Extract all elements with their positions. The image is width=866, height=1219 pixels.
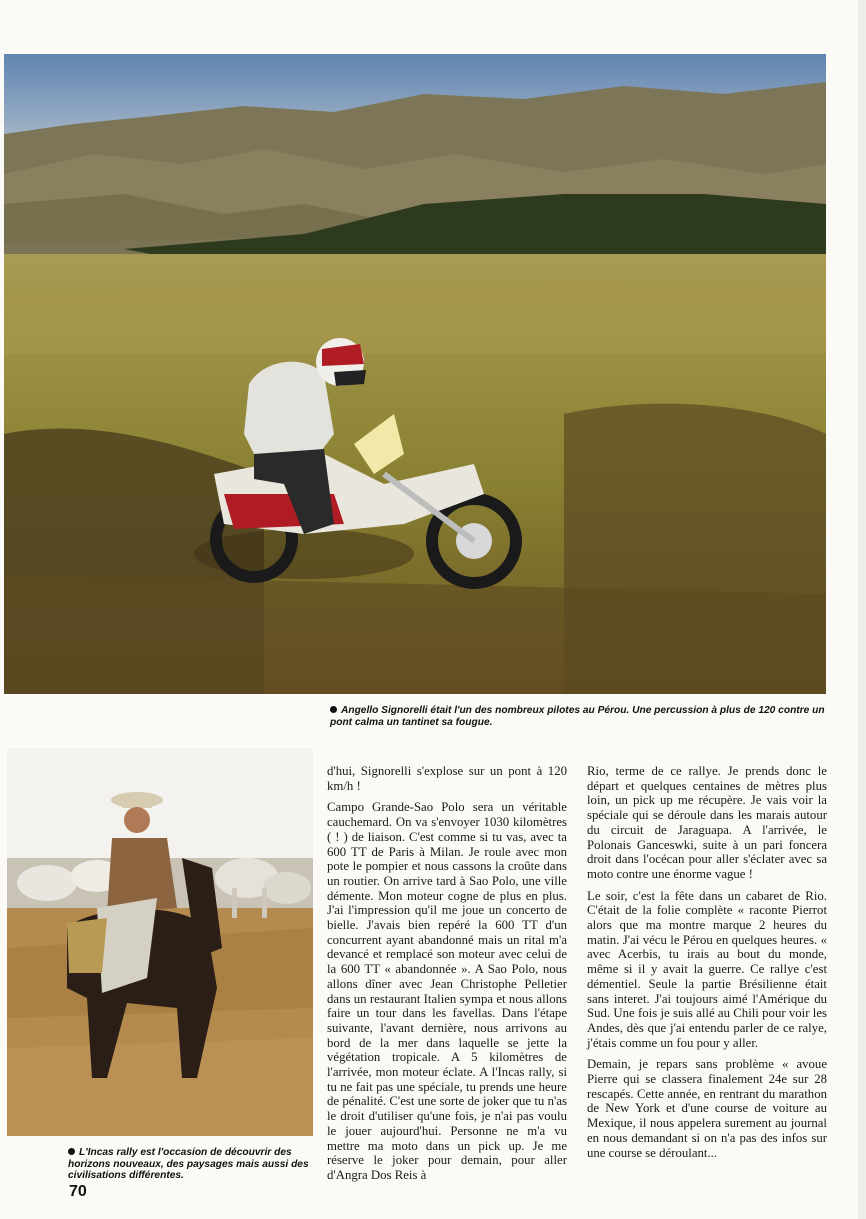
bullet-icon: [68, 1148, 75, 1155]
article-paragraph: Le soir, c'est la fête dans un cabaret de Rio. C'était de la folie complète « raconte Pierrot alors que ma montre marque 2 heures du matin. J'ai vécu le Pérou en quelques heures. « avec Acerbis, tu irais au bout du monde, même si il y avait la guerre. Ce rallye c'est démentiel. Seule la partie Brésilienne était sans interet. J'ai toujours aimé l'Amérique du Sud. Une fois je suis allé au Chili pour voir les Andes, dès que j'ai entendu parler de ce ralye, j'étais comme un fou pour y aller.: [587, 888, 827, 1050]
article-paragraph: Demain, je repars sans problème « avoue Pierre qui se classera finalement 24e sur 28 rescapés. Cette année, en rentrant du marathon de New York et d'une course de voiture au Mexique, il nous appelera surement au journal en nous demandant si on n'a pas des infos sur une course se déroulant...: [587, 1057, 827, 1160]
article-column-1: [327, 764, 567, 1190]
article-paragraph: Campo Grande-Sao Polo sera un véritable cauchemard. On va s'envoyer 1030 kilomètres ( ! ) de liaison. C'est comme si tu vas, avec ta 600 TT de Paris à Milan. Je roule avec mon pote le pompier et nous cassons la croûte dans un routier. On arrive tard à Sao Polo, une ville démente. Mon moteur cogne de plus en plus. J'ai l'impression qu'il me joue un concerto de bielle. J'avais bien repéré la 600 TT d'un concurrent ayant abandonné mais un rital m'a devancé et remplacé son moteur avec celui de la 600 TT « abandonnée ». A Sao Polo, nous allons dîner avec Jean Christophe Pelletier dans un restaurant Italien sympa et nous allons faire un tour dans les favellas. Dans l'étape suivante, l'avant dernière, nous arrivons au bord de la mer dans laquelle se jette la végétation tropicale. A 5 kilomètres de l'arrivée, mon moteur éclate. A l'Incas rally, si tu ne fait pas une spéciale, tu prends une heure de pénalité. C'est une sorte de joker que tu n'as le droit d'utiliser qu'une fois, je n'ai pas voulu le jouer aujourd'hui. Personne ne m'a vu mettre ma moto dans un pick up. Je me réserve le joker pour demain, pour aller d'Angra Dos Reis à: [327, 800, 567, 1182]
cowboy-on-mule-photo: [7, 748, 313, 1136]
page-number: 70: [69, 1183, 87, 1200]
mule-photo: [7, 748, 313, 1136]
article-paragraph: Rio, terme de ce rallye. Je prends donc le départ et quelques centaines de mètres plus loin, un pick up me récupère. Je vais voir la spéciale qui se déroule dans les marais autour du circuit de Jaraguapa. A l'arrivée, le Polonais Ganceswki, suite à un pari foncera droit dans l'océcan pour aller s'éclater avec sa moto contre une énorme vague !: [587, 764, 827, 881]
motorcycle-rider-photo: [4, 54, 826, 694]
article-paragraph: d'hui, Signorelli s'explose sur un pont à 120 km/h !: [327, 764, 567, 793]
main-caption-text: Angello Signorelli était l'un des nombreux pilotes au Pérou. Une percussion à plus de 120 contre un pont calma un tantinet sa fougue.: [330, 705, 825, 728]
mule-caption-text: L'Incas rally est l'occasion de découvrir des horizons nouveaux, des paysages mais aussi des civilisations différentes.: [68, 1147, 309, 1181]
main-photo: [4, 54, 826, 694]
article-column-2: [587, 764, 827, 1167]
main-photo-caption: [330, 705, 830, 728]
mule-photo-caption: [68, 1147, 314, 1182]
bullet-icon: [330, 706, 337, 713]
page-edge: [858, 0, 866, 1219]
